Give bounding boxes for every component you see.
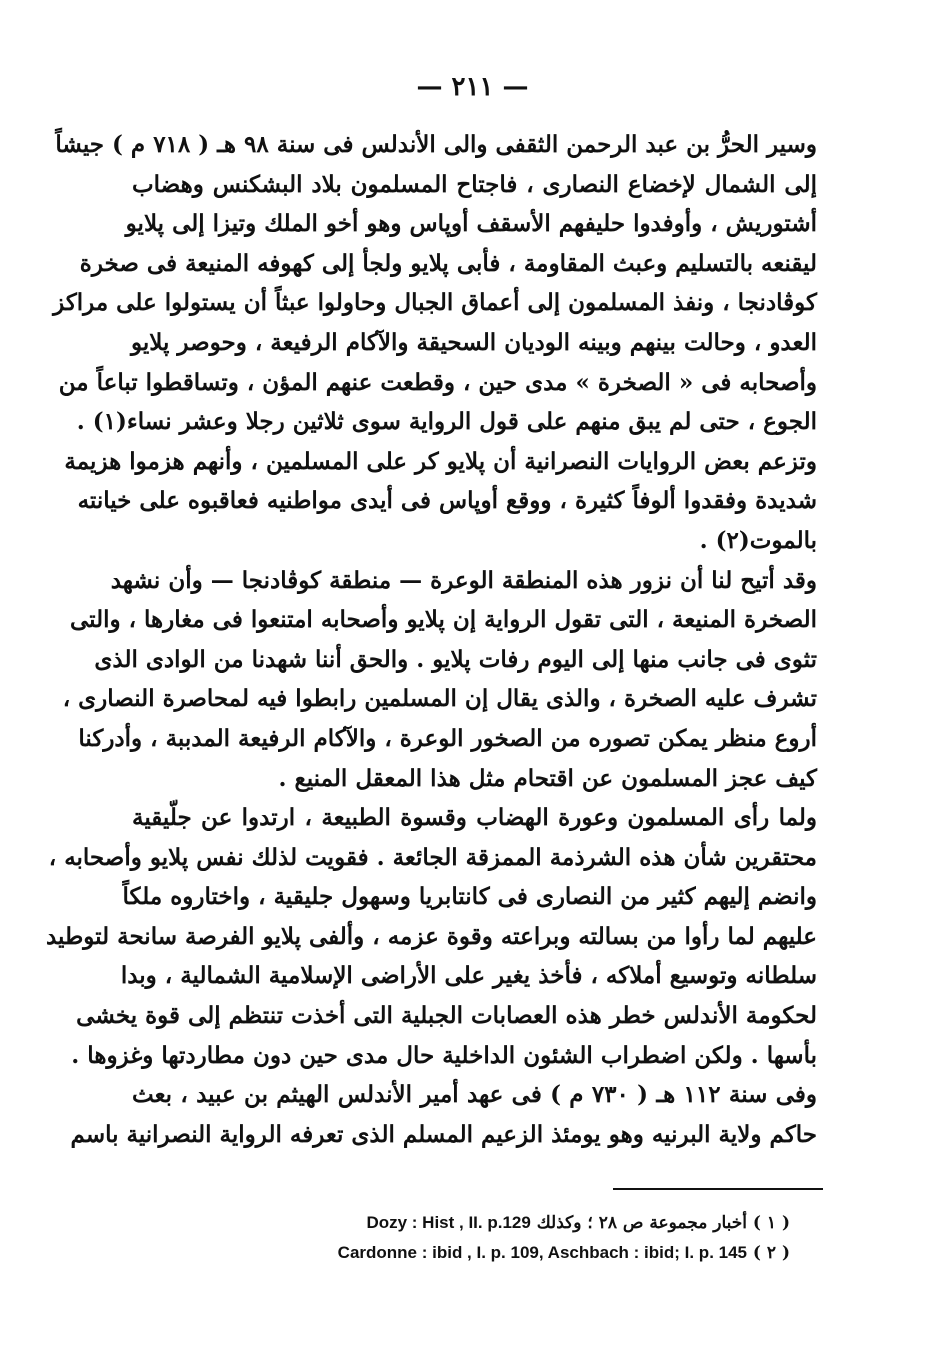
text-line: تشرف عليه الصخرة ، والذى يقال إن المسلمين رابطوا فيه لمحاصرة النصارى ، bbox=[62, 685, 817, 713]
text-line: أروع منظر يمكن تصوره من الصخور الوعرة ، والآكام الرفيعة المدببة ، وأدركنا bbox=[78, 724, 817, 752]
text-line: كوڤادنجا ، ونفذ المسلمون إلى أعماق الجبال وحاولوا عبثاً أن يستولوا على مراكز bbox=[53, 289, 817, 317]
text-line: وتزعم بعض الروايات النصرانية أن پلايو كر على المسلمين ، وأنهم هزموا هزيمة bbox=[64, 447, 817, 475]
text-line: الصخرة المنيعة ، التى تقول الرواية إن پلايو وأصحابه امتنعوا فى مغارها ، والتى bbox=[69, 606, 817, 634]
paragraph-4 bbox=[70, 1075, 817, 1154]
footnote-latin: Cardonne : ibid , I. p. 109, Aschbach : ibid; I. p. 145 bbox=[337, 1243, 747, 1262]
text-line: وأصحابه فى « الصخرة » مدى حين ، وقطعت عنهم المؤن ، وتساقطوا تباعاً من bbox=[58, 368, 817, 396]
text-line: وانضم إليهم كثير من النصارى فى كانتابريا وسهول جليقية ، واختاروه ملكاً bbox=[122, 883, 817, 911]
text-line: محتقرين شأن هذه الشرذمة الممزقة الجائعة . فقويت لذلك نفس پلايو وأصحابه ، bbox=[48, 843, 817, 871]
footnote-1 bbox=[230, 1208, 790, 1238]
text-line: كيف عجز المسلمون عن اقتحام مثل هذا المعقل المنيع . bbox=[278, 764, 817, 792]
paragraph-2 bbox=[62, 561, 817, 799]
paragraph-1 bbox=[53, 125, 817, 561]
text-line: تثوى فى جانب منها إلى اليوم رفات پلايو . والحق أننا شهدنا من الوادى الذى bbox=[94, 645, 817, 673]
text-line: العدو ، وحالت بينهم وبينه الوديان السحيقة والآكام الرفيعة ، وحوصر پلايو bbox=[130, 328, 817, 356]
text-line: ولما رأى المسلمون وعورة الهضاب وقسوة الطبيعة ، ارتدوا عن جلّيقية bbox=[132, 804, 817, 832]
text-line: عليهم لما رأوا من بسالته وبراعته وقوة عزمه ، وألفى پلايو الفرصة سانحة لتوطيد bbox=[45, 922, 817, 950]
paragraph-3 bbox=[45, 798, 817, 1075]
footnote-separator bbox=[613, 1188, 823, 1190]
text-line: الجوع ، حتى لم يبق منهم على قول الرواية سوى ثلاثين رجلا وعشر نساء(١) . bbox=[76, 408, 817, 436]
page-number: — ٢١١ — bbox=[416, 72, 529, 102]
text-line: ليقنعه بالتسليم وعبث المقاومة ، فأبى پلايو ولجأ إلى كهوفه المنيعة فى صخرة bbox=[79, 249, 817, 277]
footnote-arabic: أخبار مجموعة ص ٢٨ ؛ وكذلك bbox=[536, 1213, 747, 1233]
text-line: لحكومة الأندلس خطر هذه العصابات الجبلية التى أخذت تنتظم إلى قوة يخشى bbox=[76, 1002, 817, 1030]
text-line: شديدة وفقدوا ألوفاً كثيرة ، ووقع أوپاس فى أيدى مواطنيه فعاقبوه على خيانته bbox=[77, 487, 817, 515]
footnote-2 bbox=[230, 1238, 790, 1268]
text-line: سلطانه وتوسيع أملاكه ، فأخذ يغير على الأراضى الإسلامية الشمالية ، وبدا bbox=[120, 962, 817, 990]
footnote-marker: ( ١ ) bbox=[752, 1213, 790, 1233]
main-text bbox=[45, 125, 817, 1154]
text-line: وسير الحرُّ بن عبد الرحمن الثقفى والى الأندلس فى سنة ٩٨ هـ ( ٧١٨ م ) جيشاً bbox=[55, 131, 817, 158]
text-line: وقد أتيح لنا أن نزور هذه المنطقة الوعرة — منطقة كوڤادنجا — وأن نشهد bbox=[110, 566, 817, 594]
text-line: إلى الشمال لإخضاع النصارى ، فاجتاح المسلمون بلاد البشكنس وهضاب bbox=[132, 170, 817, 198]
footnote-latin: Dozy : Hist , II. p.129 bbox=[366, 1213, 531, 1232]
footnote-marker: ( ٢ ) bbox=[752, 1243, 790, 1263]
text-line: بأسها . ولكن اضطراب الشئون الداخلية حال مدى حين دون مطاردتها وغزوها . bbox=[71, 1041, 817, 1069]
text-line: حاكم ولاية البرنيه وهو يومئذ الزعيم المسلم الذى تعرفه الرواية النصرانية باسم bbox=[70, 1120, 817, 1148]
footnotes bbox=[230, 1208, 790, 1268]
text-line: وفى سنة ١١٢ هـ ( ٧٣٠ م ) فى عهد أمير الأندلس الهيثم بن عبيد ، بعث bbox=[132, 1081, 817, 1109]
text-line: أشتوريش ، وأوفدوا حليفهم الأسقف أوپاس وهو أخو الملك وتيزا إلى پلايو bbox=[125, 210, 817, 238]
text-line: بالموت(٢) . bbox=[699, 526, 817, 554]
